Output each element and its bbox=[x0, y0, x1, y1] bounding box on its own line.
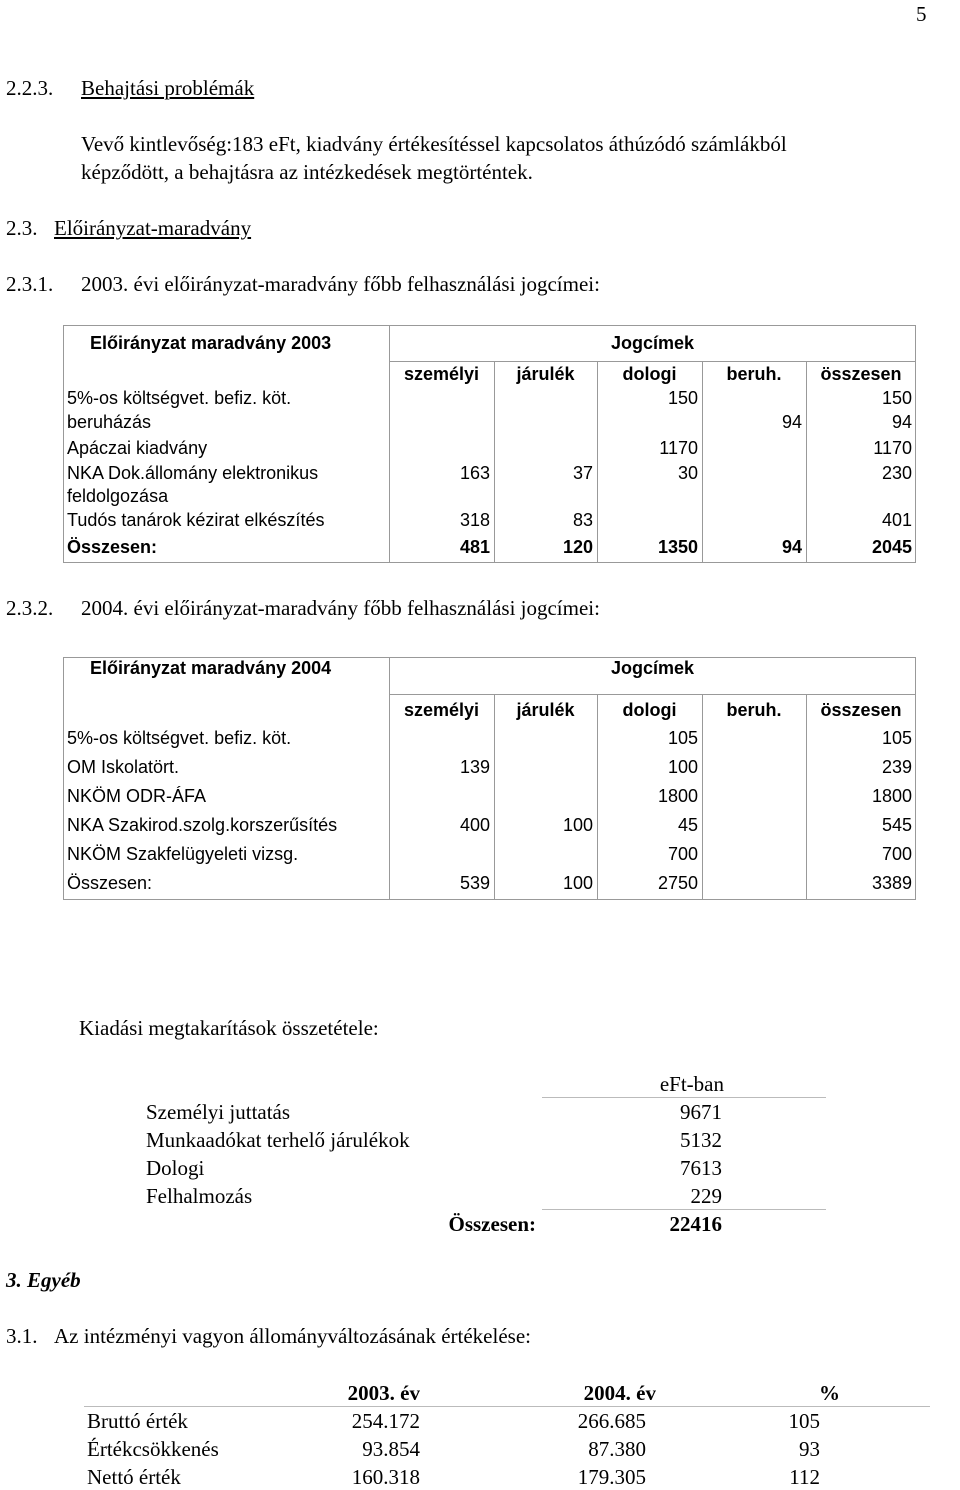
cell: 1800 bbox=[871, 786, 912, 806]
table-total-row bbox=[63, 533, 916, 561]
section-2-3-title: Előirányzat-maradvány bbox=[54, 216, 252, 240]
cell: 120 bbox=[562, 536, 593, 557]
assets-value: 112 bbox=[789, 1465, 820, 1489]
cell bbox=[702, 724, 806, 753]
cell bbox=[389, 386, 494, 410]
table-row bbox=[63, 434, 916, 462]
assets-value: 93.854 bbox=[362, 1437, 420, 1461]
cell: 401 bbox=[881, 510, 912, 530]
cell: 100 bbox=[667, 757, 698, 777]
cell: 105 bbox=[667, 728, 698, 748]
table-2003-title: Előirányzat maradvány 2003 bbox=[90, 333, 332, 353]
assets-label: Bruttó érték bbox=[87, 1409, 188, 1433]
receivables-paragraph-line1: Vevő kintlevőség:183 eFt, kiadvány értékesítéssel kapcsolatos áthúzódó számlákból bbox=[81, 132, 787, 156]
table-row bbox=[63, 753, 916, 782]
cell: 83 bbox=[572, 510, 593, 530]
section-2-3-1-number: 2.3.1. bbox=[6, 272, 54, 296]
assets-label: Nettó érték bbox=[87, 1465, 181, 1489]
assets-value: 266.685 bbox=[577, 1409, 646, 1433]
cell: 700 bbox=[881, 844, 912, 864]
table-2004-group-header: Jogcímek bbox=[610, 658, 695, 678]
table-row-continuation bbox=[63, 484, 916, 508]
assets-header-percent: % bbox=[819, 1381, 840, 1405]
cell: 2045 bbox=[871, 536, 912, 557]
cell: 37 bbox=[572, 462, 593, 483]
cell: 3389 bbox=[871, 873, 912, 893]
table-row bbox=[63, 724, 916, 753]
row-label: OM Iskolatört. bbox=[67, 757, 180, 777]
cell: 94 bbox=[781, 411, 802, 432]
assets-value: 87.380 bbox=[588, 1437, 646, 1461]
section-2-3-number: 2.3. bbox=[6, 216, 38, 240]
cell: 318 bbox=[459, 510, 490, 530]
total-label: Összesen: bbox=[67, 536, 158, 557]
savings-total-label: Összesen: bbox=[448, 1212, 536, 1236]
table-row bbox=[63, 782, 916, 811]
receivables-paragraph-line2: képződött, a behajtásra az intézkedések megtörténtek. bbox=[81, 160, 533, 184]
cell: 1350 bbox=[657, 536, 698, 557]
savings-value: 7613 bbox=[680, 1156, 722, 1180]
col-header-osszesen: összesen bbox=[820, 363, 902, 384]
cell bbox=[494, 753, 597, 782]
table-row bbox=[63, 840, 916, 869]
row-label: NKA Szakirod.szolg.korszerűsítés bbox=[67, 815, 338, 835]
col-header-dologi: dologi bbox=[622, 363, 677, 384]
section-3-1-number: 3.1. bbox=[6, 1324, 38, 1348]
assets-value: 179.305 bbox=[577, 1465, 646, 1489]
table-row bbox=[63, 811, 916, 840]
savings-value: 229 bbox=[690, 1184, 722, 1208]
cell: 1170 bbox=[873, 437, 912, 458]
col-header-beruh: beruh. bbox=[726, 363, 782, 384]
savings-unit: eFt-ban bbox=[659, 1072, 724, 1096]
cell: 239 bbox=[881, 757, 912, 777]
cell: 100 bbox=[562, 873, 593, 893]
table-2003 bbox=[63, 362, 916, 561]
cell: 1170 bbox=[659, 437, 698, 458]
section-2-3-1-title: 2003. évi előirányzat-maradvány főbb felhasználási jogcímei: bbox=[81, 272, 600, 296]
savings-value: 5132 bbox=[680, 1128, 722, 1152]
col-header-jarulek: járulék bbox=[516, 699, 575, 720]
cell bbox=[494, 782, 597, 811]
cell bbox=[389, 724, 494, 753]
row-label: NKA Dok.állomány elektronikus bbox=[67, 462, 319, 483]
cell bbox=[702, 782, 806, 811]
table-2004-header-row bbox=[63, 696, 916, 724]
table-2004-title: Előirányzat maradvány 2004 bbox=[90, 658, 332, 678]
row-label: beruházás bbox=[67, 411, 152, 432]
cell: 150 bbox=[667, 387, 698, 408]
cell: 481 bbox=[459, 536, 490, 557]
cell bbox=[494, 410, 597, 434]
savings-label: Dologi bbox=[146, 1156, 205, 1180]
cell: 539 bbox=[459, 873, 490, 893]
cell: 150 bbox=[881, 387, 912, 408]
table-row bbox=[63, 462, 916, 484]
cell: 94 bbox=[891, 411, 912, 432]
cell bbox=[702, 869, 806, 898]
cell: 163 bbox=[459, 462, 490, 483]
cell bbox=[597, 410, 702, 434]
cell bbox=[389, 782, 494, 811]
cell bbox=[389, 434, 494, 462]
col-header-szemelyi: személyi bbox=[403, 363, 480, 384]
savings-value: 9671 bbox=[680, 1100, 722, 1124]
cell: 400 bbox=[459, 815, 490, 835]
cell bbox=[702, 753, 806, 782]
table-row bbox=[63, 410, 916, 434]
col-header-dologi: dologi bbox=[622, 699, 677, 720]
cell bbox=[702, 386, 806, 410]
cell: 30 bbox=[677, 462, 698, 483]
cell bbox=[702, 462, 806, 484]
cell: 139 bbox=[459, 757, 490, 777]
assets-label: Értékcsökkenés bbox=[87, 1437, 219, 1461]
page-number: 5 bbox=[916, 2, 927, 26]
section-2-2-3-number: 2.2.3. bbox=[6, 76, 54, 100]
row-label: Tudós tanárok kézirat elkészítés bbox=[67, 510, 325, 530]
row-label: 5%-os költségvet. befiz. köt. bbox=[67, 387, 292, 408]
row-label: 5%-os költségvet. befiz. köt. bbox=[67, 728, 292, 748]
section-2-3-2-number: 2.3.2. bbox=[6, 596, 54, 620]
table-row bbox=[63, 508, 916, 533]
assets-value: 160.318 bbox=[351, 1465, 420, 1489]
savings-total-value: 22416 bbox=[669, 1212, 722, 1236]
cell bbox=[494, 434, 597, 462]
row-label: NKÖM Szakfelügyeleti vizsg. bbox=[67, 844, 299, 864]
cell: 2750 bbox=[657, 873, 698, 893]
col-header-osszesen: összesen bbox=[820, 699, 902, 720]
cell: 700 bbox=[667, 844, 698, 864]
section-2-3-2-title: 2004. évi előirányzat-maradvány főbb felhasználási jogcímei: bbox=[81, 596, 600, 620]
cell: 545 bbox=[881, 815, 912, 835]
table-2004 bbox=[63, 696, 916, 898]
table-row bbox=[63, 386, 916, 410]
cell bbox=[702, 840, 806, 869]
assets-value: 105 bbox=[788, 1409, 820, 1433]
cell bbox=[494, 840, 597, 869]
cell bbox=[702, 434, 806, 462]
assets-value: 254.172 bbox=[351, 1409, 420, 1433]
savings-label: Felhalmozás bbox=[146, 1184, 253, 1208]
assets-value: 93 bbox=[799, 1437, 820, 1461]
assets-header-2003: 2003. év bbox=[347, 1381, 420, 1405]
row-label-continuation: feldolgozása bbox=[67, 485, 169, 506]
col-header-jarulek: járulék bbox=[516, 363, 575, 384]
row-label: Apáczai kiadvány bbox=[67, 437, 208, 458]
col-header-szemelyi: személyi bbox=[403, 699, 480, 720]
section-3-title: 3. Egyéb bbox=[6, 1268, 81, 1292]
cell: 105 bbox=[881, 728, 912, 748]
savings-label: Munkaadókat terhelő járulékok bbox=[146, 1128, 410, 1152]
table-2003-group-header: Jogcímek bbox=[610, 333, 695, 353]
cell bbox=[494, 724, 597, 753]
cell: 45 bbox=[677, 815, 698, 835]
assets-header-2004: 2004. év bbox=[583, 1381, 656, 1405]
cell bbox=[702, 811, 806, 840]
cell bbox=[702, 508, 806, 533]
table-2003-header-row bbox=[63, 362, 916, 386]
cell: 100 bbox=[562, 815, 593, 835]
cell bbox=[389, 410, 494, 434]
cell: 94 bbox=[781, 536, 802, 557]
savings-label: Személyi juttatás bbox=[146, 1100, 291, 1124]
total-label: Összesen: bbox=[67, 873, 153, 893]
section-3-1-title: Az intézményi vagyon állományváltozásának értékelése: bbox=[54, 1324, 531, 1348]
row-label: NKÖM ODR-ÁFA bbox=[67, 786, 207, 806]
cell: 1800 bbox=[657, 786, 698, 806]
cell: 230 bbox=[881, 462, 912, 483]
col-header-beruh: beruh. bbox=[726, 699, 782, 720]
cell bbox=[389, 840, 494, 869]
cell bbox=[494, 386, 597, 410]
section-2-2-3-title: Behajtási problémák bbox=[81, 76, 255, 100]
cell bbox=[597, 508, 702, 533]
savings-title: Kiadási megtakarítások összetétele: bbox=[79, 1016, 379, 1040]
table-total-row bbox=[63, 869, 916, 898]
